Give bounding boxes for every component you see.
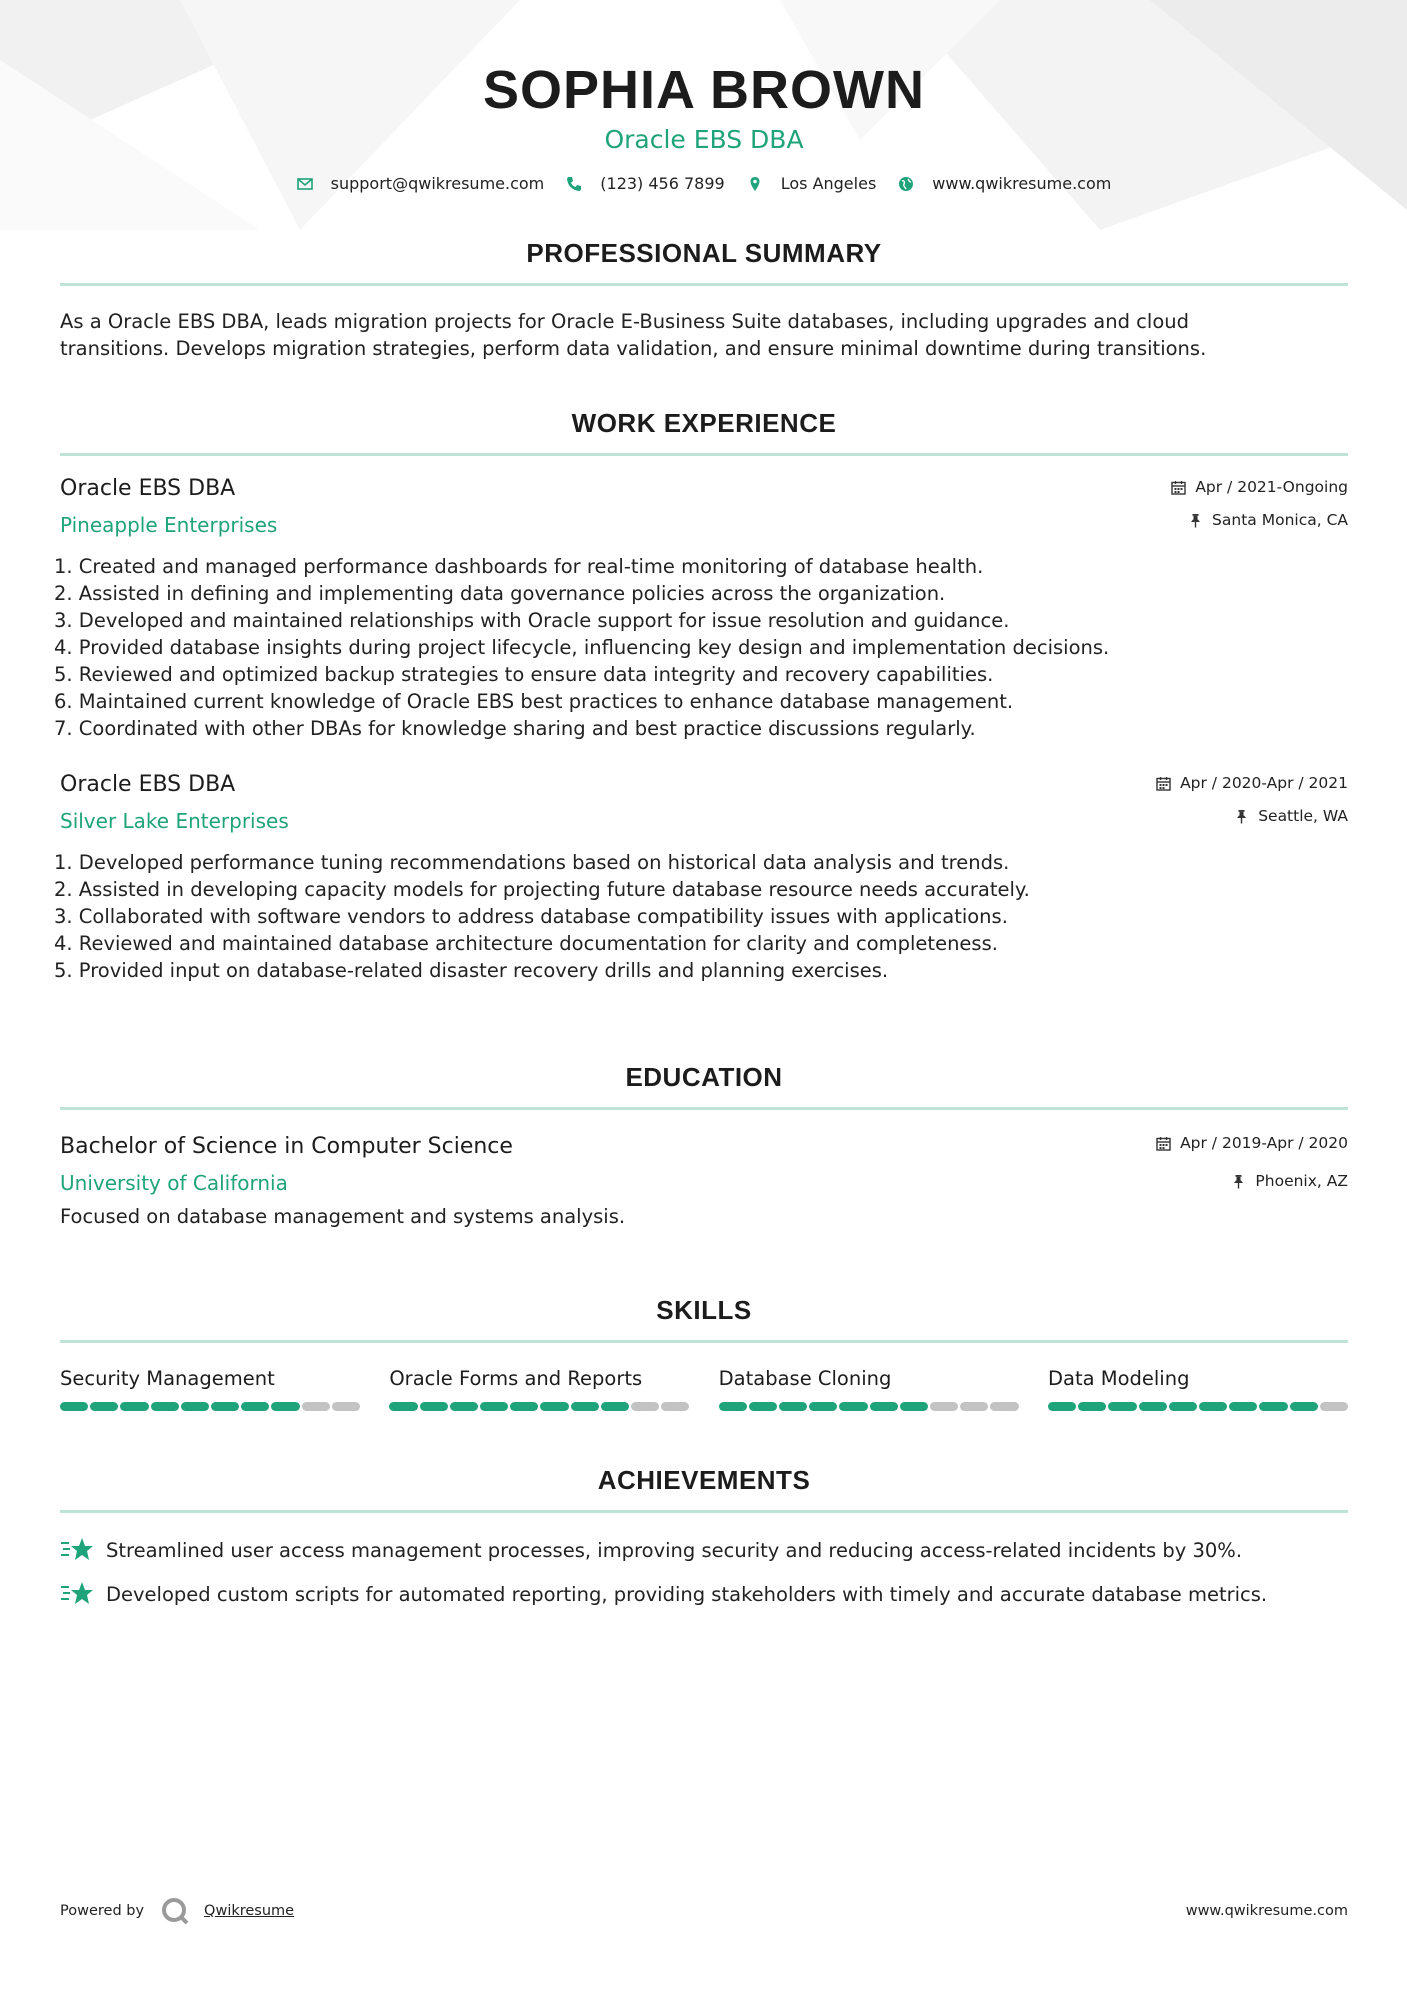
list-item: 4. Reviewed and maintained database architecture documentation for clarity and completeness. <box>54 932 998 955</box>
contact-email-text: support@qwikresume.com <box>330 174 545 193</box>
job-dates-text: Apr / 2020-Apr / 2021 <box>1180 774 1348 792</box>
skill-dot-filled <box>870 1402 898 1411</box>
job-dates <box>1171 478 1348 496</box>
skill-dot-filled <box>1229 1402 1257 1411</box>
education-degree: Bachelor of Science in Computer Science <box>60 1134 513 1159</box>
skill-dot-filled <box>181 1402 209 1411</box>
skill-dot-filled <box>480 1402 508 1411</box>
job-location-text: Santa Monica, CA <box>1212 511 1348 529</box>
job-dates <box>1156 774 1348 792</box>
skills-section <box>60 1295 1348 1411</box>
skill-dot-filled <box>1259 1402 1287 1411</box>
job-bullets <box>54 849 1348 984</box>
calendar-icon <box>1171 480 1186 495</box>
skill-dot-filled <box>1108 1402 1136 1411</box>
skill-dot-filled <box>241 1402 269 1411</box>
summary-heading: PROFESSIONAL SUMMARY <box>526 238 882 268</box>
education-location-text: Phoenix, AZ <box>1255 1172 1348 1190</box>
experience-heading: WORK EXPERIENCE <box>571 408 837 438</box>
skill-dot-filled <box>60 1402 88 1411</box>
education-section <box>60 1062 1348 1228</box>
skill-item <box>719 1367 1019 1411</box>
skill-dot-empty <box>661 1402 689 1411</box>
list-item: 4. Provided database insights during project lifecycle, influencing key design and implementation decisions. <box>54 636 1110 659</box>
skill-name: Database Cloning <box>718 1367 892 1390</box>
skill-dot-filled <box>120 1402 148 1411</box>
skills-divider <box>60 1340 1348 1343</box>
skill-dot-filled <box>779 1402 807 1411</box>
job-title: Oracle EBS DBA <box>60 772 236 797</box>
candidate-title: Oracle EBS DBA <box>604 125 804 154</box>
contact-email[interactable] <box>297 174 545 193</box>
job-entry <box>54 772 1348 984</box>
skill-rating <box>60 1402 360 1411</box>
contact-website[interactable] <box>898 174 1111 193</box>
skill-dot-empty <box>930 1402 958 1411</box>
list-item: 7. Coordinated with other DBAs for knowledge sharing and best practice discussions regularly. <box>54 717 976 740</box>
contact-location-text: Los Angeles <box>780 174 877 193</box>
skill-dot-filled <box>839 1402 867 1411</box>
skill-dot-filled <box>211 1402 239 1411</box>
list-item: 5. Reviewed and optimized backup strategies to ensure data integrity and recovery capabilities. <box>54 663 994 686</box>
pushpin-icon <box>1231 1174 1246 1189</box>
job-company: Pineapple Enterprises <box>60 513 278 537</box>
contact-location <box>747 174 877 193</box>
achievement-text: Developed custom scripts for automated reporting, providing stakeholders with timely and accurate database metrics. <box>106 1582 1268 1606</box>
summary-text <box>60 308 1348 362</box>
skill-dot-filled <box>809 1402 837 1411</box>
list-item: 6. Maintained current knowledge of Oracle EBS best practices to enhance database management. <box>54 690 1014 713</box>
map-pin-icon <box>747 176 763 192</box>
skill-dot-filled <box>1169 1402 1197 1411</box>
education-divider <box>60 1107 1348 1110</box>
contact-phone[interactable] <box>566 174 724 193</box>
skill-dot-filled <box>271 1402 299 1411</box>
skill-rating <box>719 1402 1019 1411</box>
achievement-item <box>60 1579 1348 1609</box>
job-title: Oracle EBS DBA <box>60 476 236 501</box>
footer-website[interactable]: www.qwikresume.com <box>1185 1903 1348 1919</box>
shooting-star-icon <box>60 1579 94 1609</box>
skill-item <box>389 1367 689 1411</box>
skill-dot-empty <box>332 1402 360 1411</box>
education-school: University of California <box>60 1171 288 1195</box>
skill-dot-filled <box>719 1402 747 1411</box>
job-location <box>1234 807 1348 825</box>
skill-dot-filled <box>1290 1402 1318 1411</box>
skill-dot-filled <box>601 1402 629 1411</box>
envelope-icon <box>297 176 313 192</box>
skill-dot-filled <box>151 1402 179 1411</box>
phone-icon <box>566 176 582 192</box>
skill-dot-empty <box>960 1402 988 1411</box>
education-heading: EDUCATION <box>625 1062 783 1092</box>
list-item: 5. Provided input on database-related disaster recovery drills and planning exercises. <box>54 959 889 982</box>
qwikresume-logo-icon <box>160 1896 190 1926</box>
skills-list <box>60 1367 1348 1411</box>
skill-dot-filled <box>749 1402 777 1411</box>
education-dates-text: Apr / 2019-Apr / 2020 <box>1180 1134 1348 1152</box>
experience-section <box>54 408 1348 984</box>
skill-dot-filled <box>450 1402 478 1411</box>
list-item: 3. Developed and maintained relationships with Oracle support for issue resolution and guidance. <box>54 609 1010 632</box>
skill-item <box>60 1367 360 1411</box>
globe-icon <box>898 176 914 192</box>
skill-name: Security Management <box>60 1367 275 1390</box>
skill-dot-filled <box>571 1402 599 1411</box>
skill-dot-filled <box>1139 1402 1167 1411</box>
list-item: 1. Developed performance tuning recommendations based on historical data analysis and trends. <box>54 851 1010 874</box>
skill-dot-filled <box>90 1402 118 1411</box>
list-item: 2. Assisted in defining and implementing data governance policies across the organization. <box>54 582 946 605</box>
experience-divider <box>60 453 1348 456</box>
skill-dot-empty <box>1320 1402 1348 1411</box>
education-description: Focused on database management and systems analysis. <box>60 1205 626 1228</box>
education-entry <box>60 1134 1348 1228</box>
skill-dot-empty <box>302 1402 330 1411</box>
skill-dot-empty <box>631 1402 659 1411</box>
summary-line: transitions. Develops migration strategies, perform data validation, and ensure minimal downtime during transitions. <box>60 337 1207 360</box>
skill-dot-empty <box>990 1402 1018 1411</box>
contact-phone-text: (123) 456 7899 <box>600 174 725 193</box>
summary-section <box>60 238 1348 362</box>
powered-by-label: Powered by <box>60 1903 145 1919</box>
skill-name: Oracle Forms and Reports <box>389 1367 643 1390</box>
qwikresume-link[interactable]: Qwikresume <box>204 1903 295 1919</box>
skill-dot-filled <box>1048 1402 1076 1411</box>
achievements-divider <box>60 1510 1348 1513</box>
achievement-item <box>60 1535 1348 1565</box>
skills-heading: SKILLS <box>656 1295 752 1325</box>
achievement-text: Streamlined user access management processes, improving security and reducing access-related incidents by 30%. <box>106 1538 1243 1562</box>
list-item: 1. Created and managed performance dashboards for real-time monitoring of database health. <box>54 555 984 578</box>
contact-website-text: www.qwikresume.com <box>932 174 1112 193</box>
summary-divider <box>60 283 1348 286</box>
pushpin-icon <box>1234 809 1249 824</box>
achievements-section <box>60 1465 1348 1609</box>
candidate-name: SOPHIA BROWN <box>483 60 925 120</box>
job-company: Silver Lake Enterprises <box>60 809 289 833</box>
resume-page <box>54 0 1348 1606</box>
job-location-text: Seattle, WA <box>1258 807 1348 825</box>
job-location <box>1188 511 1348 529</box>
job-entry <box>54 476 1348 742</box>
achievements-heading: ACHIEVEMENTS <box>597 1465 811 1495</box>
skill-dot-filled <box>420 1402 448 1411</box>
skill-dot-filled <box>1078 1402 1106 1411</box>
summary-line: As a Oracle EBS DBA, leads migration projects for Oracle E-Business Suite databases, including upgrades and cloud <box>60 310 1189 333</box>
skill-dot-filled <box>900 1402 928 1411</box>
skill-rating <box>389 1402 689 1411</box>
education-dates <box>1156 1134 1348 1152</box>
skill-dot-filled <box>510 1402 538 1411</box>
skill-dot-filled <box>1199 1402 1227 1411</box>
skill-name: Data Modeling <box>1047 1367 1190 1390</box>
resume-header <box>60 0 1348 193</box>
education-location <box>1231 1172 1348 1190</box>
shooting-star-icon <box>60 1535 94 1565</box>
calendar-icon <box>1156 1136 1171 1151</box>
calendar-icon <box>1156 776 1171 791</box>
job-dates-text: Apr / 2021-Ongoing <box>1195 478 1348 496</box>
powered-by <box>60 1896 294 1926</box>
skill-dot-filled <box>540 1402 568 1411</box>
page-footer <box>60 1896 1348 1926</box>
pushpin-icon <box>1188 513 1203 528</box>
list-item: 3. Collaborated with software vendors to address database compatibility issues with applications. <box>54 905 1008 928</box>
job-bullets <box>54 553 1348 742</box>
skill-item <box>1048 1367 1348 1411</box>
list-item: 2. Assisted in developing capacity models for projecting future database resource needs accurately. <box>54 878 1030 901</box>
contact-bar <box>60 174 1348 193</box>
skill-dot-filled <box>389 1402 417 1411</box>
skill-rating <box>1048 1402 1348 1411</box>
